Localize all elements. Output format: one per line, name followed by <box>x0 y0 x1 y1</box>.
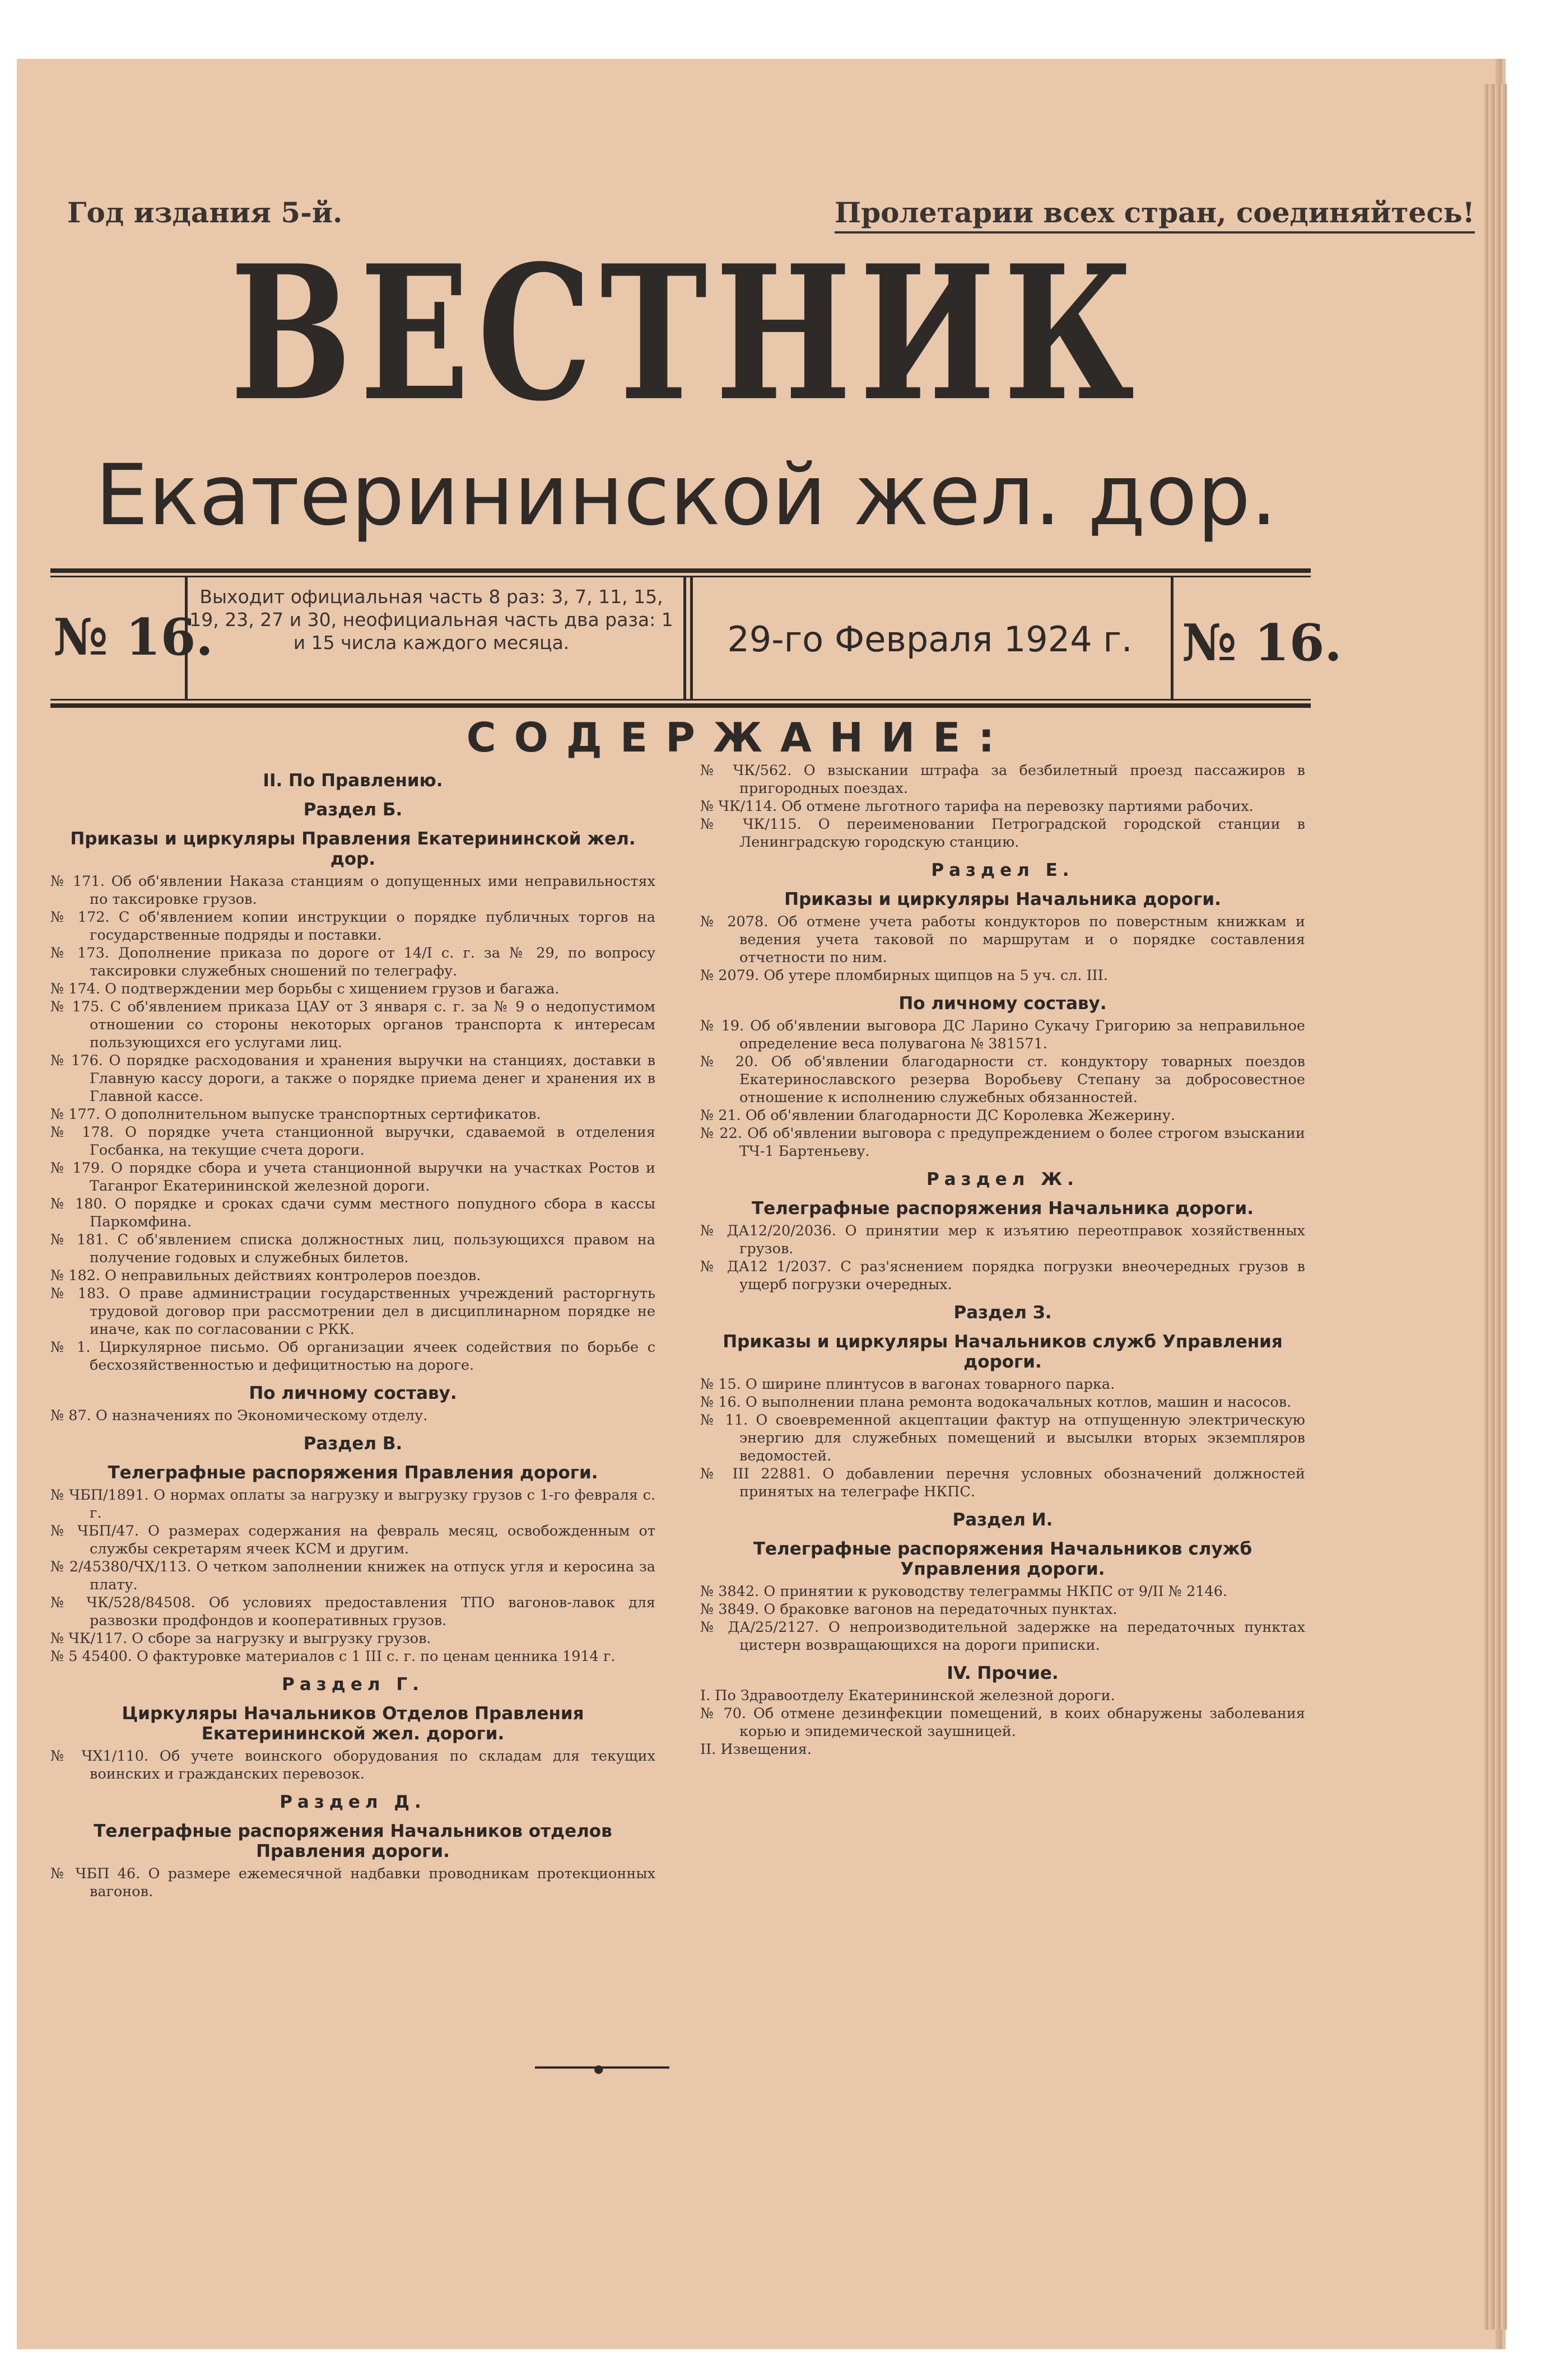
contents-item: № 2078. Об отмене учета работы кондукторов по поверстным книжкам и ведения учета таковой по маршрутам и о порядке составления отчетности по ним. <box>700 913 1305 966</box>
section-heading: Раздел И. <box>952 1510 1053 1530</box>
contents-item: № 182. О неправильных действиях контролеров поездов. <box>50 1267 481 1284</box>
issue-number-left: № 16. <box>53 608 213 667</box>
contents-item: № 2/45380/ЧХ/113. О четком заполнении книжек на отпуск угля и керосина за плату. <box>50 1558 655 1593</box>
bottom-rule <box>50 703 1311 708</box>
contents-item: № 20. Об об'явлении благодарности ст. кондуктору товарных поездов Екатеринославского резерва Воробьеву Степану за добросовестное отношение к исполнению служебных обязанностей. <box>700 1053 1305 1106</box>
publication-year: Год издания 5-й. <box>67 196 343 229</box>
contents-item: № 174. О подтверждении мер борьбы с хищением грузов и багажа. <box>50 981 560 997</box>
divider <box>1171 577 1174 699</box>
contents-item: № 16. О выполнении плана ремонта водокачальных котлов, машин и насосов. <box>700 1394 1292 1411</box>
section-heading: Циркуляры Начальников Отделов Правления Екатерининской жел. дороги. <box>122 1704 584 1744</box>
contents-item: № ЧХ1/110. Об учете воинского оборудования по складам для текущих воинских и гражданских перевозок. <box>50 1748 655 1782</box>
contents-item: № ЧК/114. Об отмене льготного тарифа на перевозку партиями рабочих. <box>700 798 1254 815</box>
section-heading: Телеграфные распоряжения Начальников отделов Правления дороги. <box>94 1821 612 1861</box>
contents-item: № 175. С об'явлением приказа ЦАУ от 3 января с. г. за № 9 о недопустимом отношении со стороны некоторых органов транспорта к интересам пользующихся его услугами лиц. <box>50 998 655 1051</box>
contents-item: № 181. С об'явлением списка должностных лиц, пользующихся правом на получение годовых и служебных билетов. <box>50 1231 655 1266</box>
section-heading: Приказы и циркуляры Начальника дороги. <box>784 889 1221 909</box>
contents-title: СОДЕРЖАНИЕ: <box>466 714 1013 761</box>
masthead-title: ВЕСТНИК <box>230 225 1143 442</box>
bottom-rule-thin <box>50 699 1311 701</box>
contents-item: № 1. Циркулярное письмо. Об организации ячеек содействия по борьбе с бесхозяйственностью и дефицитностью на дороге. <box>50 1339 655 1374</box>
section-heading: Телеграфные распоряжения Начальника дороги. <box>751 1198 1254 1219</box>
contents-item: № 22. Об об'явлении выговора с предупреждением о более строгом взыскании ТЧ-1 Бартеньеву. <box>700 1125 1305 1160</box>
contents-item: № ЧК/562. О взыскании штрафа за безбилетный проезд пассажиров в пригородных поездах. <box>700 762 1305 797</box>
contents-item: № ЧБП/1891. О нормах оплаты за нагрузку и выгрузку грузов с 1-го февраля с. г. <box>50 1487 655 1522</box>
contents-item: № ЧБП 46. О размере ежемесячной надбавки проводникам протекционных вагонов. <box>50 1865 655 1900</box>
contents-item: I. По Здравоотделу Екатерининской железной дороги. <box>700 1687 1115 1704</box>
contents-item: № 2079. Об утере пломбирных щипцов на 5 уч. сл. III. <box>700 967 1108 984</box>
contents-item: № 5 45400. О фактуровке материалов с 1 III с. г. по ценам ценника 1914 г. <box>50 1648 616 1665</box>
section-heading: Телеграфные распоряжения Начальников служб Управления дороги. <box>753 1539 1252 1579</box>
motto: Пролетарии всех стран, соединяйтесь! <box>835 196 1475 234</box>
contents-item: № 178. О порядке учета станционной выручки, сдаваемой в отделения Госбанка, на текущие счета дороги. <box>50 1124 655 1159</box>
contents-item: № 180. О порядке и сроках сдачи сумм местного попудного сбора в кассы Паркомфина. <box>50 1196 655 1230</box>
contents-item: № ЧК/117. О сборе за нагрузку и выгрузку грузов. <box>50 1630 431 1647</box>
footer-ornament: ● <box>594 2062 604 2075</box>
contents-item: № ДА/25/2127. О непроизводительной задержке на передаточных пунктах цистерн возвращающихся на дороги приписки. <box>700 1619 1305 1654</box>
contents-item: № 176. О порядке расходования и хранения выручки на станциях, доставки в Главную кассу дороги, а также о порядке приема денег и хранения их в Главной кассе. <box>50 1052 655 1105</box>
masthead-subtitle: Екатерининской жел. дор. <box>95 447 1278 544</box>
section-heading: Раздел Е. <box>931 860 1074 880</box>
contents-item: № 11. О своевременной акцептации фактур на отпущенную электрическую энергию для служебных помещений и высылки вторых экземпляров ведомостей. <box>700 1412 1305 1464</box>
contents-item: № ЧК/115. О переименовании Петроградской городской станции в Ленинградскую городскую станцию. <box>700 816 1305 851</box>
contents-item: № 172. С об'явлением копии инструкции о порядке публичных торгов на государственные подряды и поставки. <box>50 909 655 944</box>
contents-item: № III 22881. О добавлении перечня условных обозначений должностей принятых на телеграфе НКПС. <box>700 1466 1305 1500</box>
section-heading: Раздел В. <box>303 1434 403 1454</box>
contents-item: № 171. Об об'явлении Наказа станциям о допущенных ими неправильностях по таксировке грузов. <box>50 873 655 908</box>
page-stack-edge <box>1484 84 1507 2330</box>
publication-schedule: Выходит официальная часть 8 раз: 3, 7, 11, 15, 19, 23, 27 и 30, неофициальная часть два раза: 1 и 15 числа каждого месяца. <box>189 586 673 654</box>
section-heading: Приказы и циркуляры Начальников служб Управления дороги. <box>723 1332 1283 1372</box>
contents-item: № 21. Об об'явлении благодарности ДС Королевка Жежерину. <box>700 1107 1176 1124</box>
section-heading: Приказы и циркуляры Правления Екатерининской жел. дор. <box>70 829 636 869</box>
contents-item: № 70. Об отмене дезинфекции помещений, в коих обнаружены заболевания корью и эпидемической заушницей. <box>700 1705 1305 1740</box>
contents-item: II. Извещения. <box>700 1741 812 1758</box>
contents-left-column <box>50 762 655 1901</box>
section-heading: Раздел Ж. <box>926 1169 1079 1189</box>
top-rule-thin <box>50 576 1311 577</box>
contents-item: № 173. Дополнение приказа по дороге от 14/I с. г. за № 29, по вопросу таксировки служебных сношений по телеграфу. <box>50 945 655 979</box>
section-heading: Раздел З. <box>953 1303 1052 1323</box>
contents-item: № 3842. О принятии к руководству телеграммы НКПС от 9/II № 2146. <box>700 1583 1228 1600</box>
section-heading: Телеграфные распоряжения Правления дороги. <box>108 1463 598 1483</box>
section-heading: По личному составу. <box>898 993 1107 1014</box>
contents-item: № 3849. О браковке вагонов на передаточных пунктах. <box>700 1601 1117 1618</box>
divider <box>683 577 686 699</box>
contents-item: № 87. О назначениях по Экономическому отделу. <box>50 1407 428 1424</box>
contents-item: № 19. Об об'явлении выговора ДС Ларино Сукачу Григорию за неправильное определение веса полувагона № 381571. <box>700 1018 1305 1052</box>
section-heading: Раздел Д. <box>280 1792 426 1812</box>
section-heading: По личному составу. <box>249 1383 457 1403</box>
contents-item: № ДА12/20/2036. О принятии мер к изъятию переотправок хозяйственных грузов. <box>700 1222 1305 1257</box>
contents-item: № 177. О дополнительном выпуске транспортных сертификатов. <box>50 1106 541 1123</box>
section-heading: Раздел Г. <box>282 1674 424 1695</box>
contents-item: № 183. О праве администрации государственных учреждений расторгнуть трудовой договор при рассмотрении дел в дисциплинарном порядке не иначе, как по согласовании с РКК. <box>50 1285 655 1338</box>
contents-item: № ЧК/528/84508. Об условиях предоставления ТПО вагонов-лавок для развозки продфондов и кооперативных грузов. <box>50 1594 655 1629</box>
top-rule <box>50 568 1311 573</box>
section-heading: Раздел Б. <box>303 800 403 820</box>
contents-item: № ДА12 1/2037. С раз'яснением порядка погрузки внеочередных грузов в ущерб погрузки очередных. <box>700 1258 1305 1293</box>
contents-right-column <box>700 762 1305 1758</box>
issue-date: 29-го Февраля 1924 г. <box>727 619 1133 660</box>
issue-number-right: № 16. <box>1182 613 1342 673</box>
contents-item: № 179. О порядке сбора и учета станционной выручки на участках Ростов и Таганрог Екатерининской железной дороги. <box>50 1160 655 1194</box>
contents-item: № ЧБП/47. О размерах содержания на февраль месяц, освобожденным от службы секретарям ячеек КСМ и другим. <box>50 1523 655 1557</box>
contents-item: № 15. О ширине плинтусов в вагонах товарного парка. <box>700 1376 1115 1393</box>
section-heading: II. По Правлению. <box>263 771 443 791</box>
section-heading: IV. Прочие. <box>947 1663 1059 1683</box>
